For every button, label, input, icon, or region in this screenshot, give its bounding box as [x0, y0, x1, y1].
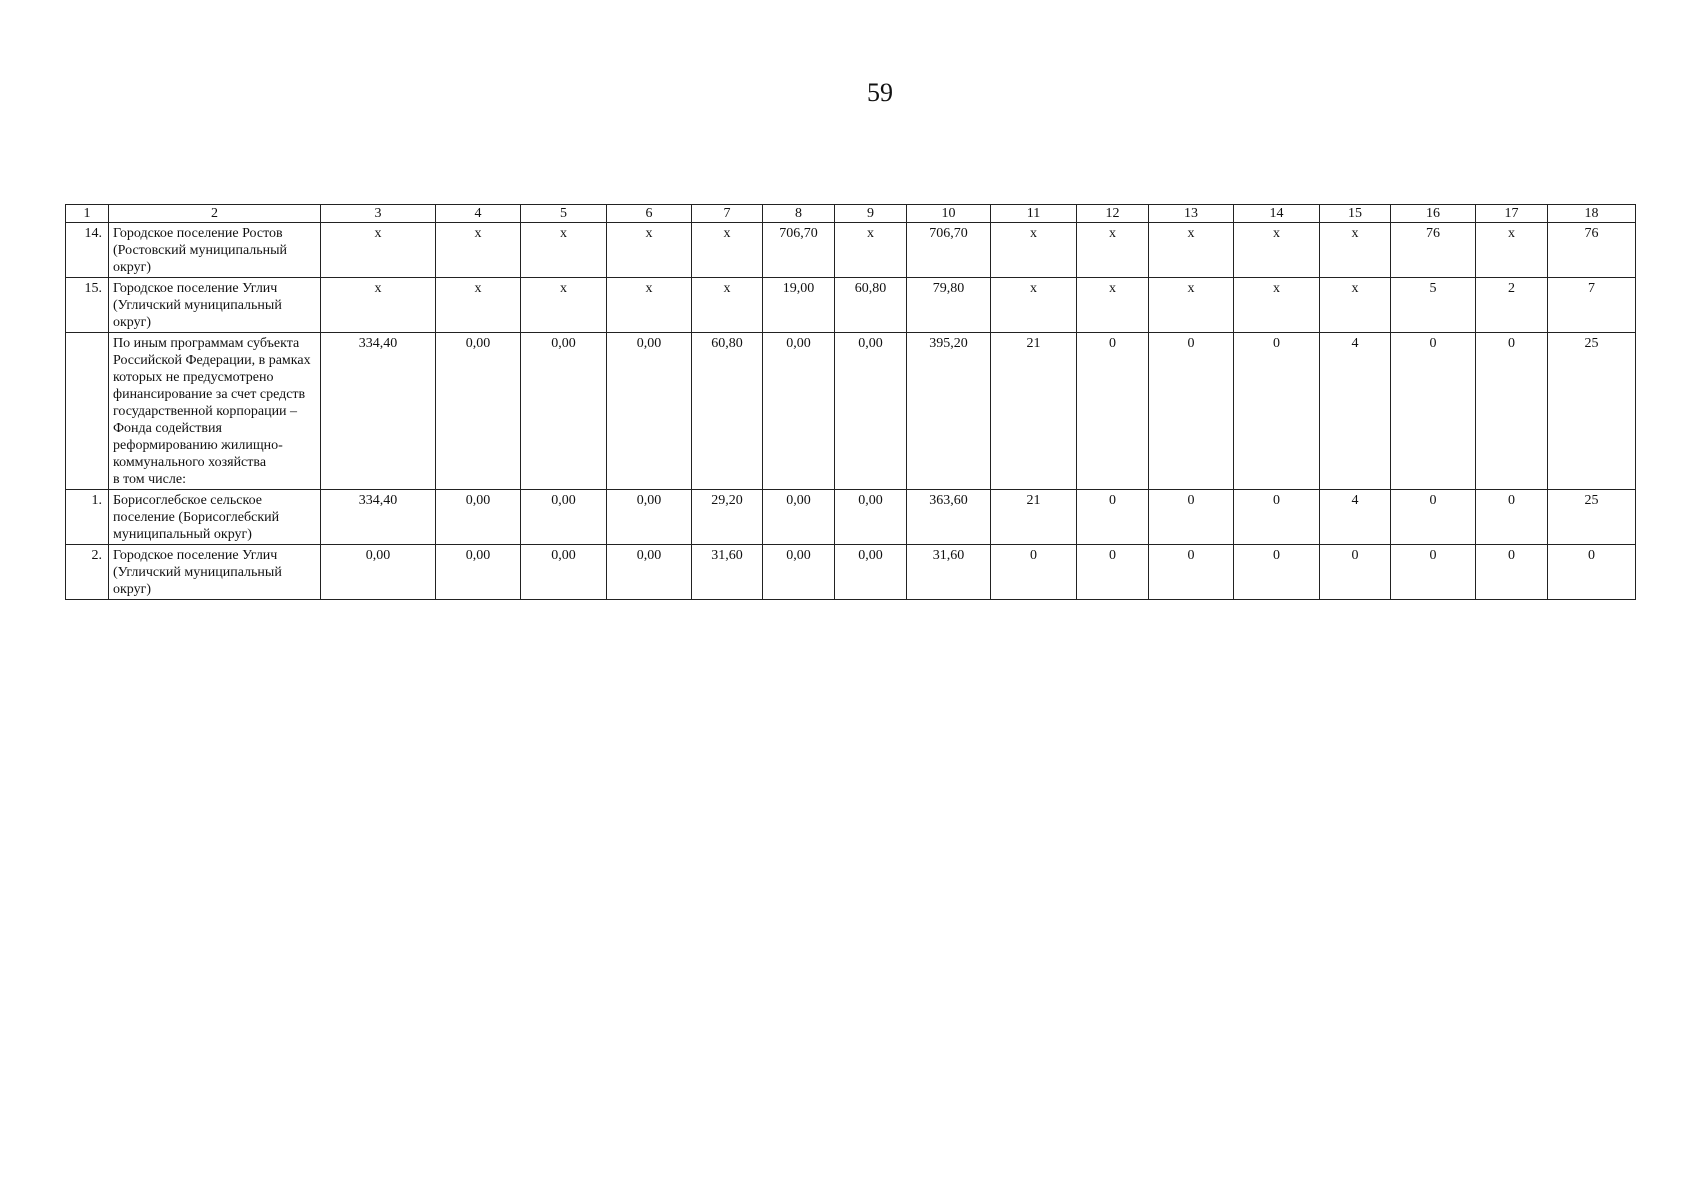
table-cell: x — [1476, 223, 1548, 278]
table-cell: 0,00 — [521, 490, 607, 545]
table-cell: 25 — [1548, 490, 1636, 545]
row-name: Городское поселение Углич (Угличский муниципальный округ) — [109, 278, 321, 333]
table-cell: x — [991, 223, 1077, 278]
column-header: 18 — [1548, 205, 1636, 223]
table-cell: 79,80 — [907, 278, 991, 333]
table-cell: 0,00 — [521, 545, 607, 600]
table-cell: 0,00 — [436, 333, 521, 490]
table-cell: 0,00 — [763, 545, 835, 600]
data-table — [65, 204, 1636, 600]
table-cell: 395,20 — [907, 333, 991, 490]
row-name: Городское поселение Ростов (Ростовский муниципальный округ) — [109, 223, 321, 278]
table-row — [66, 278, 1636, 333]
table-cell: 706,70 — [763, 223, 835, 278]
table-cell: 5 — [1391, 278, 1476, 333]
table-cell: 0 — [1476, 545, 1548, 600]
table-cell: x — [1077, 278, 1149, 333]
table-cell: 0 — [1476, 333, 1548, 490]
column-header: 7 — [692, 205, 763, 223]
table-cell: x — [692, 278, 763, 333]
table-cell: 60,80 — [692, 333, 763, 490]
column-header: 9 — [835, 205, 907, 223]
table-cell: 0,00 — [607, 545, 692, 600]
row-number: 14. — [66, 223, 109, 278]
table-cell: x — [521, 278, 607, 333]
table-cell: 363,60 — [907, 490, 991, 545]
table-cell: x — [436, 223, 521, 278]
table-cell: 0,00 — [436, 490, 521, 545]
table-row — [66, 223, 1636, 278]
table-cell: 4 — [1320, 333, 1391, 490]
table-cell: x — [1234, 223, 1320, 278]
table-cell: 0 — [1391, 333, 1476, 490]
column-header: 12 — [1077, 205, 1149, 223]
table-cell: 2 — [1476, 278, 1548, 333]
column-header: 14 — [1234, 205, 1320, 223]
column-header: 4 — [436, 205, 521, 223]
column-header: 6 — [607, 205, 692, 223]
table-cell: 76 — [1391, 223, 1476, 278]
table-cell: 0,00 — [607, 333, 692, 490]
table-cell: 0 — [1077, 490, 1149, 545]
table-cell: 0 — [1548, 545, 1636, 600]
column-header: 3 — [321, 205, 436, 223]
table-cell: x — [1149, 223, 1234, 278]
table-cell: 0 — [1077, 333, 1149, 490]
row-name: Городское поселение Углич (Угличский муниципальный округ) — [109, 545, 321, 600]
table-cell: 7 — [1548, 278, 1636, 333]
row-number: 15. — [66, 278, 109, 333]
table-row — [66, 545, 1636, 600]
column-header: 11 — [991, 205, 1077, 223]
table-cell: 21 — [991, 333, 1077, 490]
table-cell: 0 — [1476, 490, 1548, 545]
column-header: 8 — [763, 205, 835, 223]
column-header: 2 — [109, 205, 321, 223]
table-cell: 0 — [991, 545, 1077, 600]
table-cell: x — [1320, 223, 1391, 278]
table-cell: x — [321, 223, 436, 278]
row-number: 1. — [66, 490, 109, 545]
table-cell: 4 — [1320, 490, 1391, 545]
table-cell: 0 — [1391, 545, 1476, 600]
table-cell: 0 — [1149, 545, 1234, 600]
row-number — [66, 333, 109, 490]
table-cell: x — [436, 278, 521, 333]
table-cell: x — [1234, 278, 1320, 333]
table-cell: x — [991, 278, 1077, 333]
table-cell: 706,70 — [907, 223, 991, 278]
table-cell: 76 — [1548, 223, 1636, 278]
table-cell: 0 — [1234, 490, 1320, 545]
column-header: 5 — [521, 205, 607, 223]
table-cell: 0 — [1149, 490, 1234, 545]
table-cell: x — [607, 223, 692, 278]
table-cell: 19,00 — [763, 278, 835, 333]
page-number: 59 — [867, 78, 893, 107]
column-header: 1 — [66, 205, 109, 223]
table-cell: 29,20 — [692, 490, 763, 545]
table-cell: 0 — [1234, 333, 1320, 490]
table-cell: 0 — [1320, 545, 1391, 600]
table-cell: 0,00 — [521, 333, 607, 490]
table-cell: 334,40 — [321, 333, 436, 490]
table-cell: 0,00 — [763, 490, 835, 545]
table-cell: 0,00 — [835, 490, 907, 545]
header-row — [66, 205, 1636, 223]
table-cell: 31,60 — [907, 545, 991, 600]
table-cell: x — [1320, 278, 1391, 333]
table-cell: 21 — [991, 490, 1077, 545]
column-header: 10 — [907, 205, 991, 223]
table-row — [66, 490, 1636, 545]
column-header: 17 — [1476, 205, 1548, 223]
table-cell: 0 — [1149, 333, 1234, 490]
table-cell: 60,80 — [835, 278, 907, 333]
row-name: По иным программам субъекта Российской Федерации, в рамках которых не предусмотрено финансирование за счет средств государственной корпорации – Фонда содействия реформированию жилищно-коммунального хозяйства в том числе: — [109, 333, 321, 490]
row-name: Борисоглебское сельское поселение (Борисоглебский муниципальный округ) — [109, 490, 321, 545]
column-header: 13 — [1149, 205, 1234, 223]
row-number: 2. — [66, 545, 109, 600]
table-cell: 0 — [1234, 545, 1320, 600]
table-cell: 0,00 — [436, 545, 521, 600]
column-header: 15 — [1320, 205, 1391, 223]
table-cell: x — [835, 223, 907, 278]
table-row — [66, 333, 1636, 490]
table-cell: 0,00 — [321, 545, 436, 600]
table-cell: x — [321, 278, 436, 333]
table-cell: x — [607, 278, 692, 333]
table-cell: x — [1077, 223, 1149, 278]
table-cell: 0 — [1391, 490, 1476, 545]
table-cell: x — [521, 223, 607, 278]
table-cell: 0,00 — [763, 333, 835, 490]
table-cell: 25 — [1548, 333, 1636, 490]
table-cell: 31,60 — [692, 545, 763, 600]
table-cell: x — [1149, 278, 1234, 333]
table-cell: x — [692, 223, 763, 278]
column-header: 16 — [1391, 205, 1476, 223]
table-cell: 334,40 — [321, 490, 436, 545]
table-cell: 0,00 — [835, 333, 907, 490]
table-cell: 0,00 — [607, 490, 692, 545]
table-cell: 0 — [1077, 545, 1149, 600]
table-cell: 0,00 — [835, 545, 907, 600]
